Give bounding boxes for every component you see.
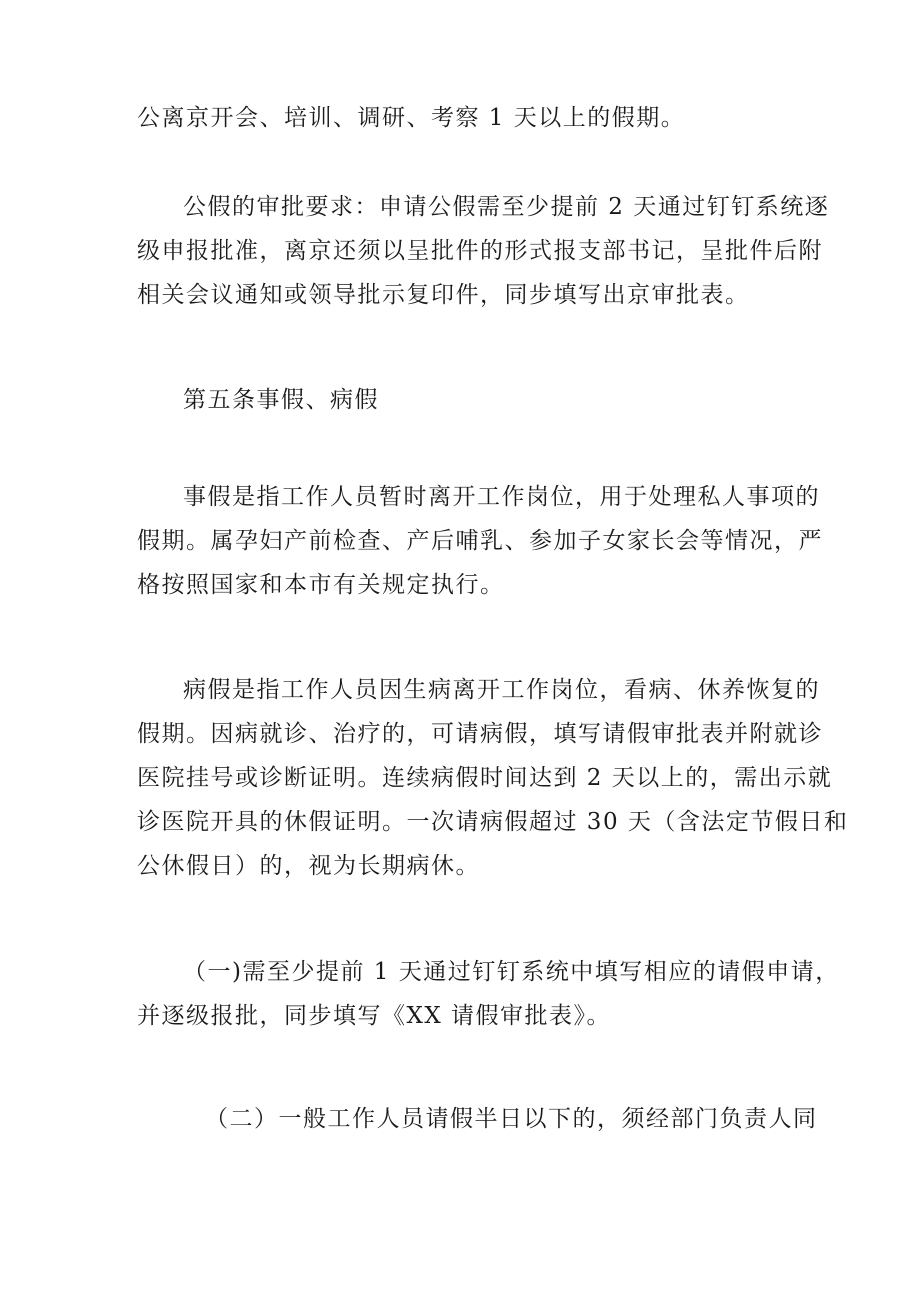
paragraph-public-leave-definition-end	[137, 96, 792, 140]
text-line: 病假是指工作人员因生病离开工作岗位，看病、休养恢复的	[183, 677, 820, 703]
text-line: 第五条事假、病假	[183, 387, 379, 413]
text-line: 诊医院开具的休假证明。一次请病假超过 30 天（含法定节假日和	[137, 809, 849, 835]
text-line: 级申报批准，离京还须以呈批件的形式报支部书记，呈批件后附	[137, 238, 823, 264]
text-line: 公假的审批要求：申请公假需至少提前 2 天通过钉钉系统逐	[183, 194, 830, 220]
text-line: 相关会议通知或领导批示复印件，同步填写出京审批表。	[137, 282, 750, 308]
article-five-heading	[137, 378, 792, 422]
paragraph-item-two	[137, 1097, 818, 1141]
paragraph-personal-leave	[137, 475, 823, 607]
text-line: （一)需至少提前 1 天通过钉钉系统中填写相应的请假申请，	[183, 959, 840, 985]
paragraph-sick-leave	[137, 668, 849, 888]
text-line: 并逐级报批，同步填写《XX 请假审批表》。	[137, 1003, 612, 1029]
text-line: （二）一般工作人员请假半日以下的，须经部门负责人同	[205, 1106, 818, 1132]
text-line: 假期。因病就诊、治疗的，可请病假，填写请假审批表并附就诊	[137, 721, 823, 747]
text-line: 事假是指工作人员暂时离开工作岗位，用于处理私人事项的	[183, 484, 820, 510]
text-line: 医院挂号或诊断证明。连续病假时间达到 2 天以上的，需出示就	[137, 765, 833, 791]
text-line: 假期。属孕妇产前检查、产后哺乳、参加子女家长会等情况，严	[137, 528, 823, 554]
text-line: 公离京开会、培训、调研、考察 1 天以上的假期。	[137, 105, 686, 131]
paragraph-public-leave-approval	[137, 185, 830, 317]
paragraph-item-one	[137, 950, 840, 1038]
text-line: 公休假日）的，视为长期病休。	[137, 853, 480, 879]
text-line: 格按照国家和本市有关规定执行。	[137, 572, 505, 598]
